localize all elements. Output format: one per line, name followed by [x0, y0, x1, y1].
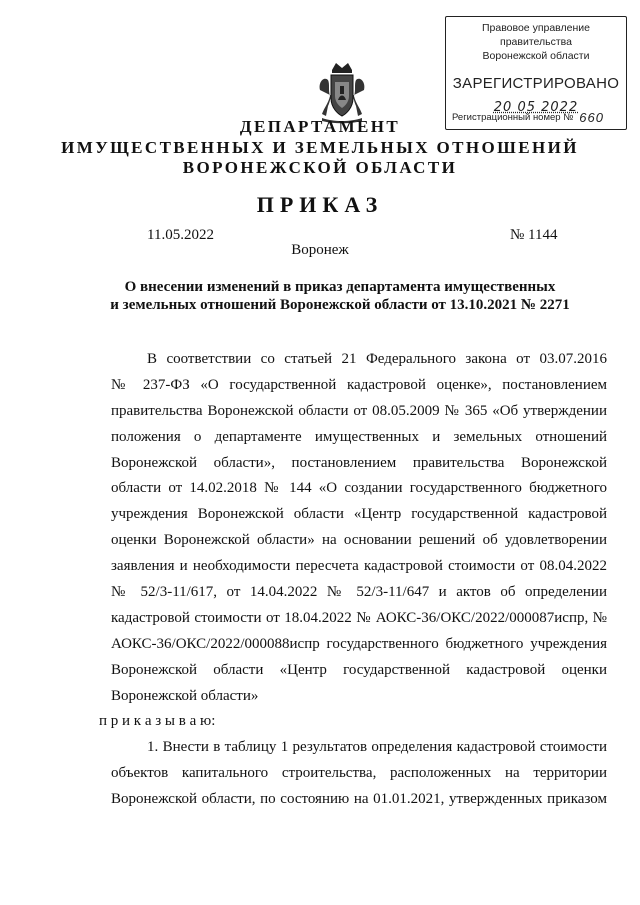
body-line: заявления и необходимости пересчета кадастровой стоимости от 08.04.2022 [111, 558, 607, 575]
body-line: объектов капитального строительства, расположенных на территории [111, 765, 607, 782]
stamp-authority-line1: Правовое управление правительства [481, 22, 590, 48]
body-line: учреждения Воронежской области «Центр государственной кадастровой [111, 506, 607, 523]
body-line: правительства Воронежской области от 08.05.2009 № 365 «Об утверждении [111, 402, 607, 419]
order-body [99, 347, 607, 813]
body-line: В соответствии со статьей 21 Федерального закона от 03.07.2016 [147, 351, 607, 367]
coat-of-arms-icon [316, 60, 368, 124]
body-line: Воронежской области», постановлением правительства Воронежской [111, 454, 607, 471]
stamp-authority-line2: Воронежской области [482, 50, 590, 62]
body-line: № 237-ФЗ «О государственной кадастровой оценке», постановлением [111, 376, 607, 393]
body-line: положения о департаменте имущественных и земельных отношений [111, 428, 607, 445]
order-number: № 1144 [510, 227, 558, 243]
body-line: № 52/3-11/617, от 14.04.2022 № 52/3-11/647 и актов об определении [111, 584, 607, 601]
department-title-line1: ДЕПАРТАМЕНТ [239, 117, 401, 136]
body-line: кадастровой стоимости от 18.04.2022 № АОКС-36/ОКС/2022/000087испр, № [111, 609, 607, 626]
order-title [100, 278, 580, 314]
stamp-reg-number: 660 [579, 110, 604, 125]
body-line: АОКС-36/ОКС/2022/000088испр государственного бюджетного учреждения [111, 635, 607, 652]
registration-stamp [445, 16, 627, 130]
stamp-reg-label: Регистрационный номер № [452, 112, 574, 123]
order-city: Воронеж [291, 242, 349, 258]
body-line: Воронежской области» [111, 687, 259, 704]
order-title-line1: О внесении изменений в приказ департамента имущественных [124, 279, 556, 295]
body-line: Воронежской области, по состоянию на 01.01.2021, утвержденных приказом [111, 791, 607, 808]
department-title-line2: ИМУЩЕСТВЕННЫХ И ЗЕМЕЛЬНЫХ ОТНОШЕНИЙ [61, 138, 579, 157]
stamp-registered-label: ЗАРЕГИСТРИРОВАНО [452, 75, 620, 92]
body-line: Воронежской области «Центр государственной кадастровой оценки [111, 661, 607, 678]
body-line: области от 14.02.2018 № 144 «О создании государственного бюджетного [111, 480, 607, 497]
order-date: 11.05.2022 [147, 227, 214, 243]
document-type: ПРИКАЗ [256, 192, 384, 217]
stamp-date: 20 05 2022 [493, 100, 579, 115]
body-line-order-word: п р и к а з ы в а ю: [99, 713, 216, 730]
order-title-line2: и земельных отношений Воронежской области от 13.10.2021 № 2271 [110, 297, 570, 313]
department-title-line3: ВОРОНЕЖСКОЙ ОБЛАСТИ [182, 158, 458, 177]
body-line: 1. Внести в таблицу 1 результатов определения кадастровой стоимости [147, 739, 607, 756]
body-line: оценки Воронежской области» на основании решений об удовлетворении [111, 532, 607, 549]
